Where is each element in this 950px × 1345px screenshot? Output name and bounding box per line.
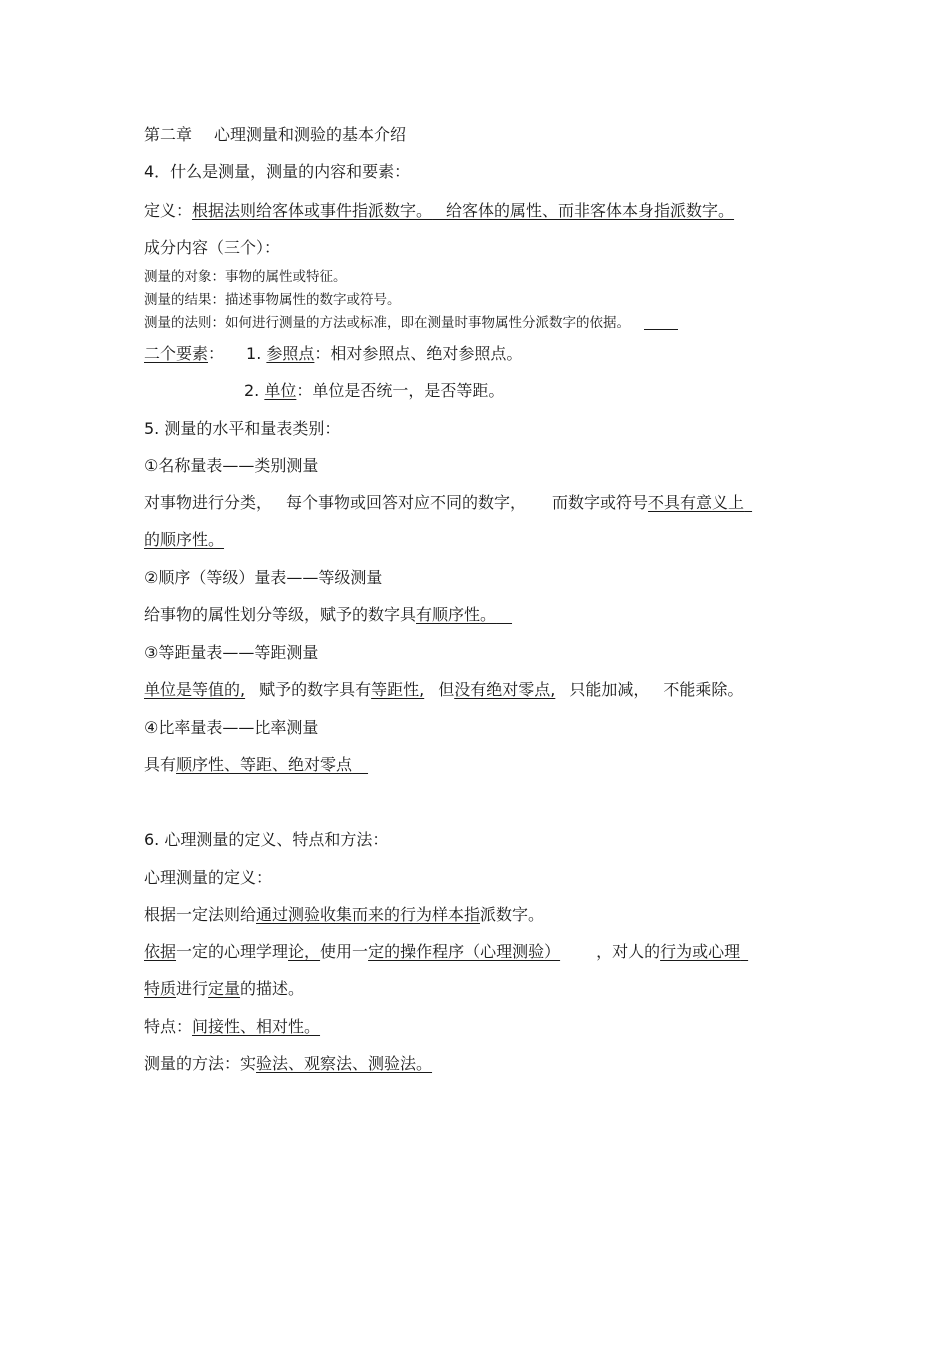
nominal-scale-desc: 对事物进行分类， 每个事物或回答对应不同的数字， 而数字或符号不具有意义上 — [144, 493, 745, 512]
features: 特点：间接性、相对性。 — [144, 1017, 321, 1036]
psych-measurement-def-heading: 心理测量的定义： — [144, 868, 273, 887]
methods: 测量的方法：实验法、观察法、测验法。 — [144, 1054, 433, 1073]
component-object: 测量的对象：事物的属性或特征。 — [144, 269, 347, 285]
elements-label: 二个要素 — [144, 344, 209, 363]
chapter-title: 第二章 心理测量和测验的基本介绍 — [144, 125, 407, 144]
psych-measurement-def-1: 根据一定法则给通过测验收集而来的行为样本指派数字。 — [144, 905, 545, 924]
ratio-scale-desc: 具有顺序性、等距、绝对零点 — [144, 755, 353, 774]
q6-heading: 6. 心理测量的定义、特点和方法： — [144, 830, 389, 849]
ratio-scale-title: ④比率量表——比率测量 — [144, 718, 319, 737]
component-result: 测量的结果：描述事物属性的数字或符号。 — [144, 292, 401, 308]
ordinal-scale-desc: 给事物的属性划分等级，赋予的数字具有顺序性。 — [144, 605, 497, 624]
interval-scale-desc: 单位是等值的, 赋予的数字具有等距性, 但没有绝对零点, 只能加减， 不能乘除。 — [144, 680, 744, 699]
psych-measurement-def-2-cont: 特质进行定量的描述。 — [144, 979, 305, 998]
psych-measurement-def-2: 依据一定的心理学理论，使用一定的操作程序（心理测验） ，对人的行为或心理 — [144, 942, 741, 961]
components-heading: 成分内容（三个）： — [144, 238, 281, 257]
nominal-scale-desc-cont: 的顺序性。 — [144, 530, 225, 549]
q4-definition: 定义：根据法则给客体或事件指派数字。 给客体的属性、而非客体本身指派数字。 — [144, 201, 735, 220]
elements-item1: 二个要素： 1. 参照点：相对参照点、绝对参照点。 — [144, 344, 523, 363]
ordinal-scale-title: ②顺序（等级）量表——等级测量 — [144, 568, 383, 587]
blank-line — [644, 328, 678, 330]
component-rule: 测量的法则：如何进行测量的方法或标准，即在测量时事物属性分派数字的依据。 — [144, 314, 678, 332]
elements-item2: 2. 单位：单位是否统一，是否等距。 — [244, 381, 505, 400]
q4-heading: 4．什么是测量，测量的内容和要素： — [144, 162, 411, 181]
nominal-scale-title: ①名称量表——类别测量 — [144, 456, 319, 475]
q5-heading: 5. 测量的水平和量表类别： — [144, 419, 341, 438]
interval-scale-title: ③等距量表——等距测量 — [144, 643, 319, 662]
